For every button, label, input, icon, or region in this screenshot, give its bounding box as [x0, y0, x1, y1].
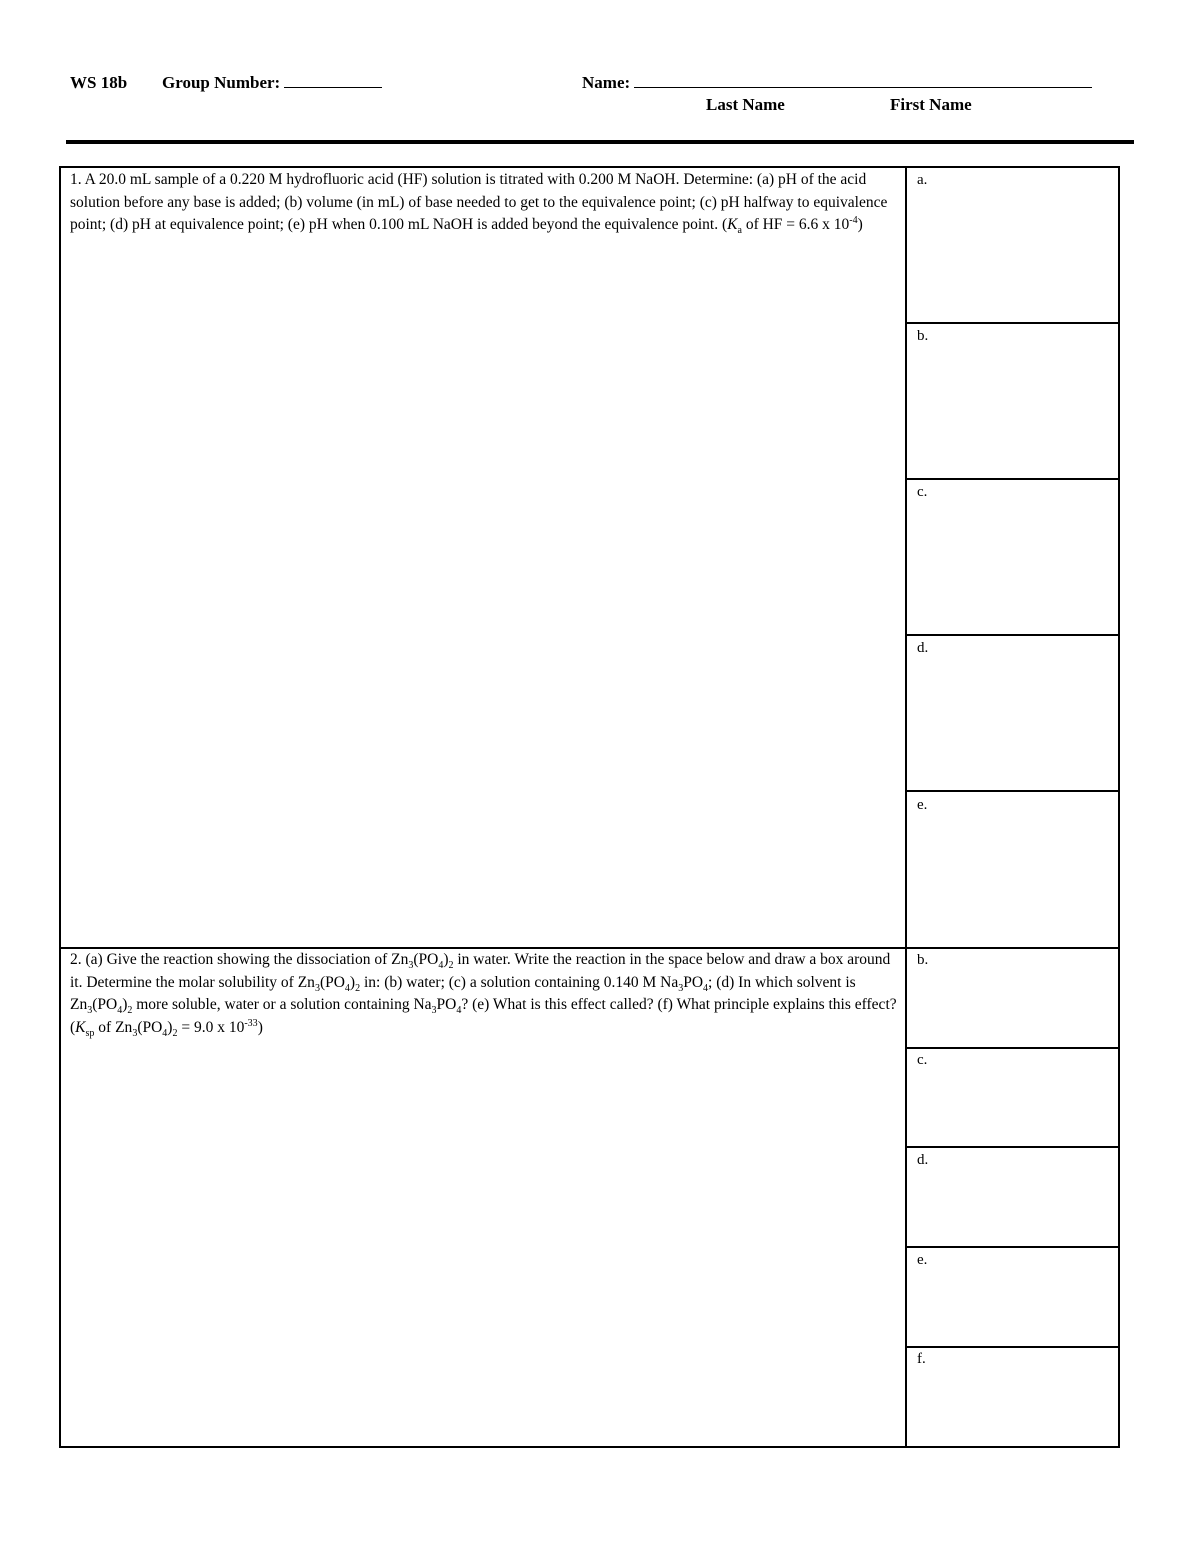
group-number-blank[interactable]: [284, 73, 382, 88]
answer-2f-label: f.: [917, 1351, 926, 1367]
name-blank[interactable]: [634, 73, 1092, 88]
answer-divider: [905, 1146, 1120, 1148]
name-field[interactable]: [582, 73, 1092, 93]
question-1-text: 1. A 20.0 mL sample of a 0.220 M hydrofluoric acid (HF) solution is titrated with 0.200 M NaOH. Determine: (a) pH of the acid solution before any base is added; (b) volume (in mL) of base needed to get to the equivalence point; (c) pH halfway to equivalence point; (d) pH at equivalence point; (e) pH when 0.100 mL NaOH is added beyond the equivalence point. ($K_a$ of HF = 6.6 x $10^{-4}$): [70, 171, 888, 237]
answer-1e-label: e.: [917, 797, 928, 813]
answer-divider: [905, 478, 1120, 480]
answer-divider: [905, 1047, 1120, 1049]
answer-1c-label: c.: [917, 484, 928, 500]
answer-1a-label: a.: [917, 172, 928, 188]
answer-divider: [905, 790, 1120, 792]
answer-2d-label: d.: [917, 1152, 929, 1168]
group-number-field[interactable]: [162, 73, 382, 93]
answer-1b-label: b.: [917, 328, 929, 344]
answer-divider: [905, 322, 1120, 324]
first-name-caption: First Name: [890, 95, 972, 114]
question-1-answer-column-divider: [905, 166, 907, 949]
question-2-text: 2. (a) Give the reaction showing the dissociation of $Zn_3(PO_4)_2$ in water. Write the reaction in the space below and draw a box around it. Determine the molar solubility of $Zn_3(PO_4)_2$ in: (b) water; (c) a solution containing 0.140 M $Na_3PO_4$; (d) In which solvent is $Zn_3(PO_4)_2$ more soluble, water or a solution containing $Na_3PO_4$? (e) What is this effect called? (f) What principle explains this effect? ($K_{sp}$ of $Zn_3(PO_4)_2 = 9.0$ x $10^{-33}$): [70, 951, 897, 1039]
header-divider: [66, 140, 1134, 144]
answer-divider: [905, 634, 1120, 636]
answer-divider: [905, 1346, 1120, 1348]
last-name-caption: Last Name: [706, 95, 785, 114]
answer-2c-label: c.: [917, 1052, 928, 1068]
question-2-answer-column-divider: [905, 947, 907, 1448]
answer-divider: [905, 1246, 1120, 1248]
answer-2e-label: e.: [917, 1252, 928, 1268]
answer-1d-label: d.: [917, 640, 929, 656]
group-number-label: Group Number:: [162, 73, 281, 92]
question-1-box: [59, 166, 1120, 949]
answer-2b-label: b.: [917, 952, 929, 968]
worksheet-id: WS 18b: [70, 73, 128, 92]
name-label: Name:: [582, 73, 631, 92]
